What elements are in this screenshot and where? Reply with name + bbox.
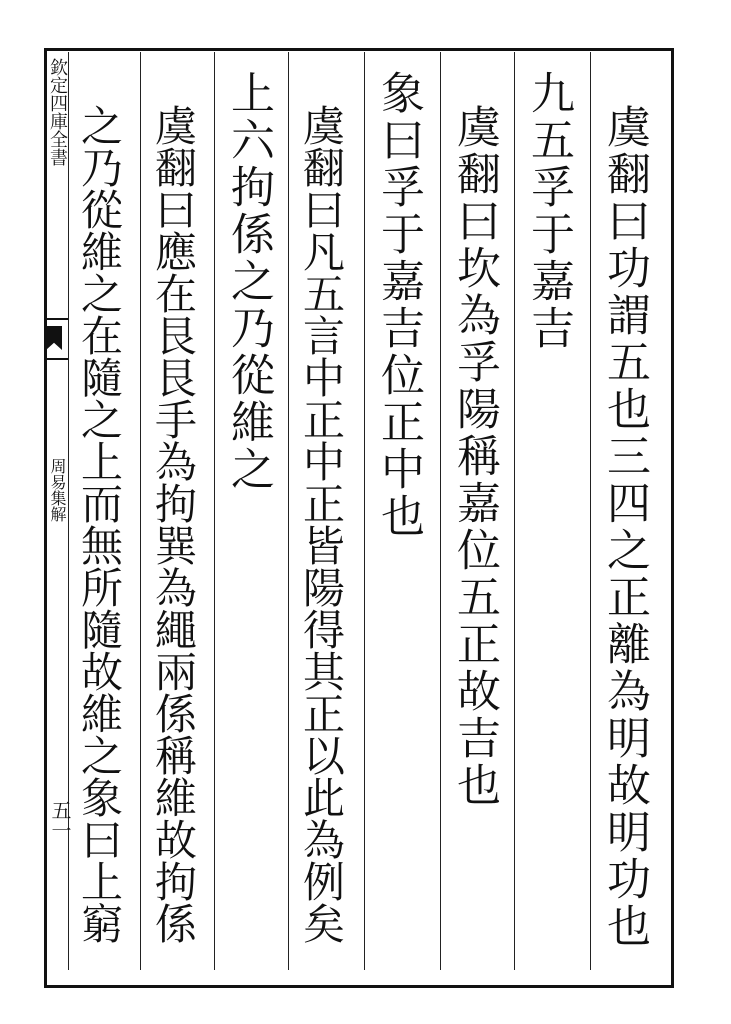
column-rule (514, 52, 515, 970)
fishtail-mark (44, 318, 68, 360)
column-rule (440, 52, 441, 970)
text-column-6: 上六拘係之乃從維之 (223, 70, 274, 493)
column-rule (590, 52, 591, 970)
column-rule (214, 52, 215, 970)
text-column-8: 之乃從維之在隨之上而無所隨故維之象曰上窮 (75, 104, 124, 944)
column-rule (288, 52, 289, 970)
column-rule (364, 52, 365, 970)
text-column-3: 虞翻曰坎為孚陽稱嘉位五正故吉也 (449, 104, 500, 809)
text-column-5: 虞翻曰凡五言中正中正皆陽得其正以此為例矣 (297, 104, 346, 944)
page-number: 五一 (48, 800, 72, 840)
text-column-4: 象曰孚于嘉吉位正中也 (373, 70, 424, 540)
text-column-7: 虞翻曰應在艮艮手為拘巽為繩兩係稱維故拘係 (149, 104, 198, 944)
page-border (44, 48, 674, 988)
column-rule (140, 52, 141, 970)
book-title: 周易集解 (48, 458, 67, 522)
text-column-2: 九五孚于嘉吉 (523, 70, 574, 352)
collection-title: 欽定四庫全書 (47, 58, 68, 166)
text-column-1: 虞翻曰功謂五也三四之正離為明故明功也 (599, 104, 650, 950)
